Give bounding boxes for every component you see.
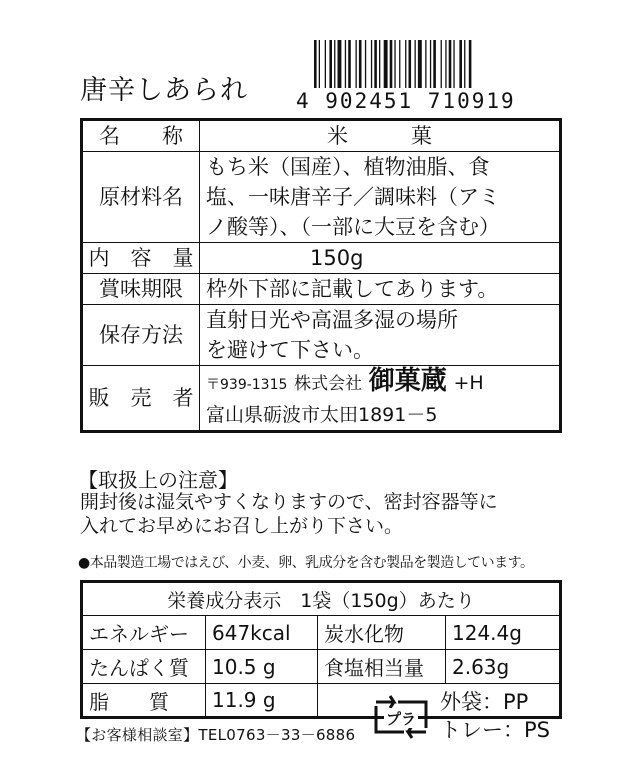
nutrition-row [82,650,561,684]
storage-line: を避けて下さい。 [206,338,374,362]
ingredients-value [200,152,561,243]
energy-value: 647kcal [206,616,318,650]
fat-value: 11.9 g [206,684,318,718]
packaging-outer: 外袋：PP [440,690,529,714]
allergen-note: ●本品製造工場ではえび、小麦、卵、乳成分を含む製品を製造しています。 [78,555,534,571]
seller-line [206,366,553,400]
contact-line: 【お客様相談室】TEL0763－33－6886 [76,726,356,744]
seller-value [200,366,561,432]
ingredients-row [82,152,561,243]
expiry-row [82,274,561,305]
nutrition-header-row [82,582,561,616]
expiry-label: 賞味期限 [82,274,200,305]
protein-value: 10.5 g [206,650,318,684]
storage-label: 保存方法 [82,305,200,366]
seller-postal: 〒939-1315 [206,377,288,393]
ingredients-label: 原材料名 [82,152,200,243]
seller-label: 販 売 者 [82,366,200,432]
nutrition-row [82,616,561,650]
carb-label: 炭水化物 [318,616,446,650]
seller-address: 富山県砺波市太田1891－5 [206,404,438,426]
packaging-tray: トレー：PS [440,718,550,742]
caution-heading: 【取扱上の注意】 [78,468,238,492]
name-value: 米 菓 [200,120,561,152]
product-name: 唐辛しあられ [80,75,248,106]
storage-value [200,305,561,366]
content-label: 内 容 量 [82,243,200,274]
carb-value: 124.4g [446,616,561,650]
seller-corp: 株式会社 [294,374,363,394]
energy-label: エネルギー [82,616,206,650]
salt-label: 食塩相当量 [318,650,446,684]
storage-line: 直射日光や高温多湿の場所 [206,308,458,332]
caution-line: 入れてお早めにお召し上がり下さい。 [80,515,404,537]
content-row [82,243,561,274]
name-row [82,120,561,152]
salt-value: 2.63g [446,650,561,684]
seller-suffix: +H [453,372,484,394]
ingredients-line: もち米（国産）、植物油脂、食 [206,155,490,179]
nutrition-header: 栄養成分表示 1袋（150g）あたり [82,582,561,616]
plastic-recycle-icon [370,692,432,742]
caution-body [80,490,570,538]
protein-label: たんぱく質 [82,650,206,684]
ingredients-line: ノ酸等）、（一部に大豆を含む） [206,215,500,239]
content-value: 150g [200,243,561,274]
ingredients-line: 塩、一味唐辛子／調味料（アミ [206,185,500,209]
packaging-info [440,688,550,744]
info-table [80,118,562,433]
seller-row [82,366,561,432]
recycle-mark-text: プラ [385,710,417,728]
fat-label: 脂 質 [82,684,206,718]
seller-brand: 御菓蔵 [368,366,447,396]
expiry-value: 枠外下部に記載してあります。 [200,274,561,305]
caution-line: 開封後は湿気やすくなりますので、密封容器等に [80,491,498,513]
barcode-number: 4 902451 710919 [296,89,516,113]
name-label: 名 称 [82,120,200,152]
storage-row [82,305,561,366]
